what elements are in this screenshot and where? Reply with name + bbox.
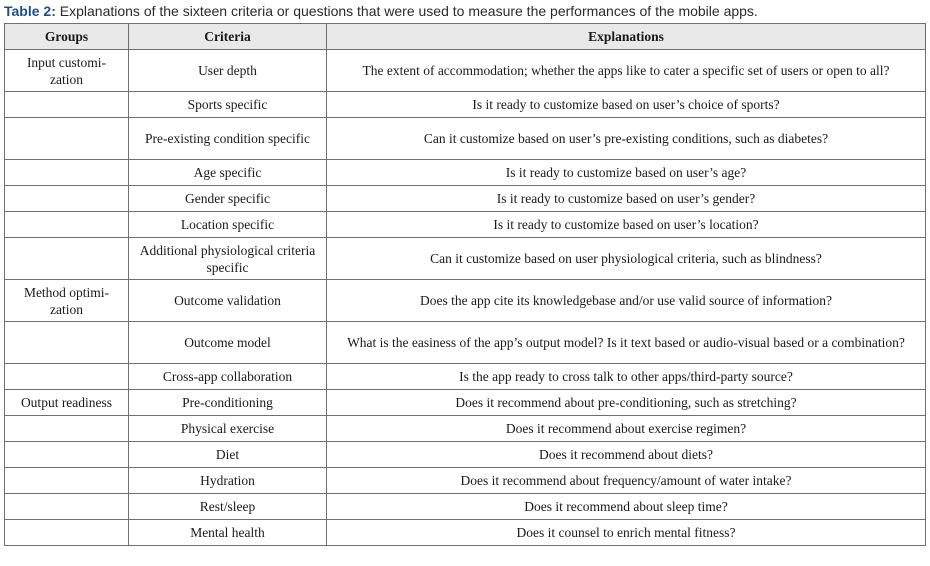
- table-row: [5, 160, 926, 186]
- group-cell: [5, 520, 129, 546]
- criteria-cell: Mental health: [129, 520, 327, 546]
- group-cell: [5, 468, 129, 494]
- table-row: [5, 212, 926, 238]
- header-explanations: Explanations: [327, 24, 926, 50]
- criteria-cell: Hydration: [129, 468, 327, 494]
- table-row: [5, 118, 926, 160]
- table-row: [5, 92, 926, 118]
- table-row: [5, 442, 926, 468]
- table-row: [5, 280, 926, 322]
- table-row: [5, 494, 926, 520]
- criteria-table: [4, 23, 926, 546]
- group-cell: [5, 160, 129, 186]
- criteria-cell: Outcome validation: [129, 280, 327, 322]
- group-cell: [5, 186, 129, 212]
- group-cell: [5, 92, 129, 118]
- explanation-cell: Is the app ready to cross talk to other apps/third-party source?: [327, 364, 926, 390]
- explanation-cell: Does it recommend about diets?: [327, 442, 926, 468]
- criteria-cell: Physical exercise: [129, 416, 327, 442]
- group-cell: [5, 212, 129, 238]
- explanation-cell: What is the easiness of the app’s output model? Is it text based or audio-visual based or a combination?: [327, 322, 926, 364]
- criteria-cell: Pre-existing condition specific: [129, 118, 327, 160]
- table-row: [5, 364, 926, 390]
- explanation-cell: Can it customize based on user physiological criteria, such as blindness?: [327, 238, 926, 280]
- table-row: [5, 50, 926, 92]
- criteria-cell: Age specific: [129, 160, 327, 186]
- criteria-cell: Pre-conditioning: [129, 390, 327, 416]
- explanation-cell: Does it recommend about frequency/amount of water intake?: [327, 468, 926, 494]
- criteria-cell: User depth: [129, 50, 327, 92]
- explanation-cell: Does it recommend about exercise regimen?: [327, 416, 926, 442]
- header-criteria: Criteria: [129, 24, 327, 50]
- group-cell: Input customi-zation: [5, 50, 129, 92]
- criteria-cell: Diet: [129, 442, 327, 468]
- table-row: [5, 322, 926, 364]
- criteria-cell: Sports specific: [129, 92, 327, 118]
- group-cell: [5, 416, 129, 442]
- criteria-cell: Cross-app collaboration: [129, 364, 327, 390]
- criteria-cell: Outcome model: [129, 322, 327, 364]
- table-caption-label: Table 2:: [4, 3, 56, 19]
- table-row: [5, 468, 926, 494]
- explanation-cell: Does it recommend about sleep time?: [327, 494, 926, 520]
- table-row: [5, 416, 926, 442]
- group-cell: [5, 494, 129, 520]
- table-row: [5, 390, 926, 416]
- table-caption-text: Explanations of the sixteen criteria or questions that were used to measure the performances of the mobile apps.: [55, 3, 758, 19]
- group-cell: [5, 442, 129, 468]
- group-cell: Method optimi-zation: [5, 280, 129, 322]
- table-row: [5, 186, 926, 212]
- table-header-row: [5, 24, 926, 50]
- explanation-cell: Does it recommend about pre-conditioning, such as stretching?: [327, 390, 926, 416]
- table-caption: [4, 2, 924, 20]
- group-cell: [5, 322, 129, 364]
- criteria-cell: Location specific: [129, 212, 327, 238]
- criteria-cell: Rest/sleep: [129, 494, 327, 520]
- explanation-cell: Is it ready to customize based on user’s gender?: [327, 186, 926, 212]
- explanation-cell: Is it ready to customize based on user’s choice of sports?: [327, 92, 926, 118]
- group-cell: [5, 118, 129, 160]
- table-row: [5, 520, 926, 546]
- group-cell: Output readiness: [5, 390, 129, 416]
- explanation-cell: Does it counsel to enrich mental fitness?: [327, 520, 926, 546]
- group-cell: [5, 364, 129, 390]
- explanation-cell: Can it customize based on user’s pre-existing conditions, such as diabetes?: [327, 118, 926, 160]
- criteria-cell: Gender specific: [129, 186, 327, 212]
- table-row: [5, 238, 926, 280]
- criteria-cell: Additional physiological criteria specific: [129, 238, 327, 280]
- header-groups: Groups: [5, 24, 129, 50]
- explanation-cell: Is it ready to customize based on user’s age?: [327, 160, 926, 186]
- explanation-cell: Does the app cite its knowledgebase and/or use valid source of information?: [327, 280, 926, 322]
- explanation-cell: Is it ready to customize based on user’s location?: [327, 212, 926, 238]
- explanation-cell: The extent of accommodation; whether the apps like to cater a specific set of users or open to all?: [327, 50, 926, 92]
- group-cell: [5, 238, 129, 280]
